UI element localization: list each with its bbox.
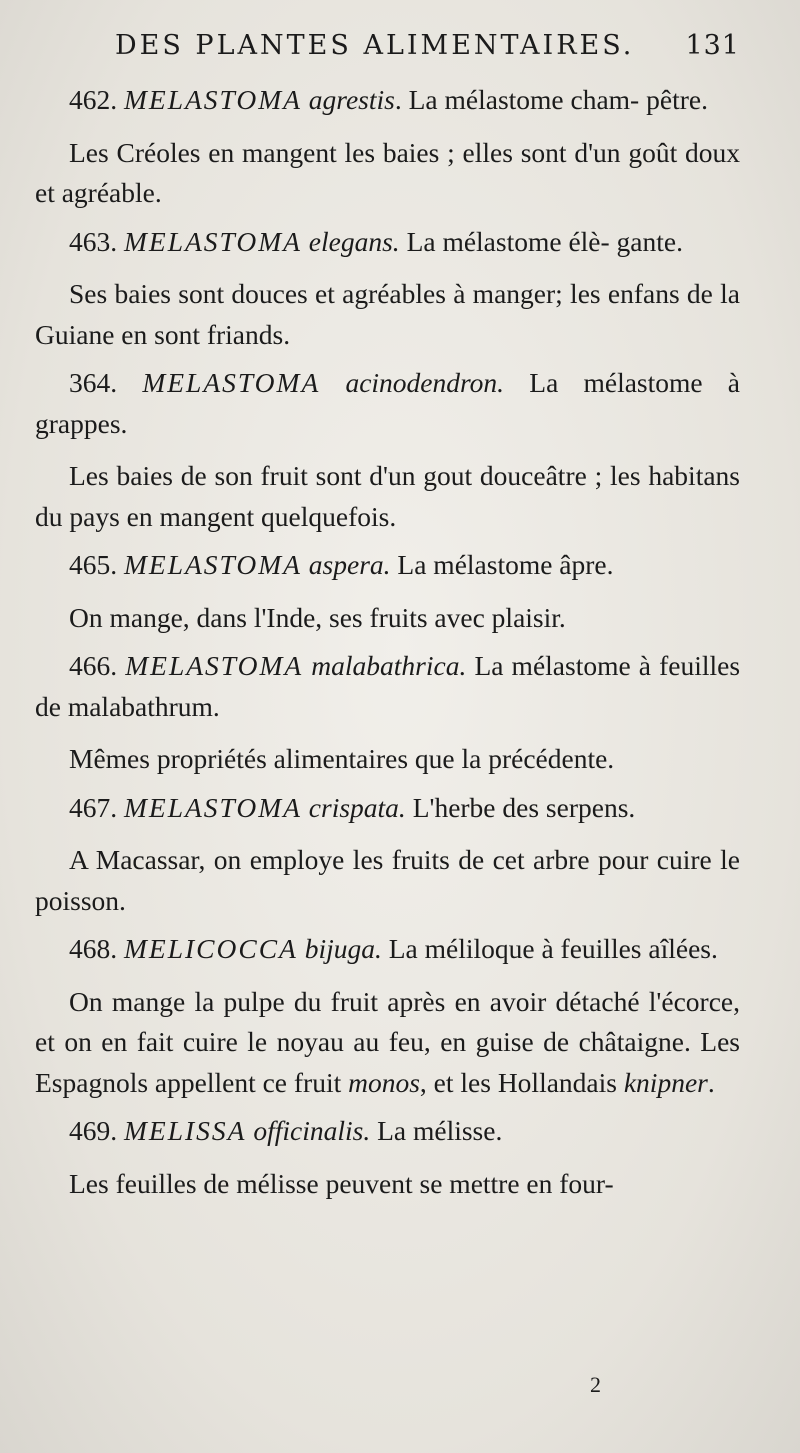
genus-name: MELASTOMA: [125, 650, 304, 681]
entry-heading: [35, 1111, 740, 1152]
entry-number: 467.: [69, 791, 118, 823]
species-name: bijuga.: [304, 933, 382, 964]
entry-number: 463.: [69, 225, 118, 257]
entry-heading: [35, 646, 740, 727]
common-name: La mélastome à: [474, 650, 651, 681]
species-name: agrestis: [308, 84, 395, 115]
entry-number: 468.: [69, 933, 118, 964]
genus-name: MELASTOMA: [142, 367, 321, 398]
common-name: La mélisse.: [377, 1115, 503, 1146]
common-name-end: feuilles de malabathrum.: [35, 650, 741, 722]
signature-mark: 2: [590, 1372, 601, 1397]
species-name: acinodendron.: [345, 367, 505, 398]
common-name: La mélastome âpre.: [397, 549, 614, 580]
running-header: [115, 30, 740, 70]
entry-heading: [35, 222, 740, 263]
entry-description: On mange, dans l'Inde, ses fruits avec plaisir.: [69, 601, 566, 633]
entry-number: 364.: [69, 367, 118, 398]
page-text: [35, 80, 740, 1204]
description-text: On mange la pulpe du fruit après en avoir détaché l'écorce, et on en fait cuire le noyau au feu, en guise de châtaigne. Les Espagnols appellent ce fruit: [35, 985, 740, 1098]
entry-description: Les feuilles de mélisse peuvent se mettre en four-: [69, 1167, 614, 1199]
entry-heading: [35, 788, 740, 829]
common-name: L'herbe des serpens.: [412, 791, 636, 823]
genus-name: MELASTOMA: [124, 549, 302, 580]
entry-heading: [35, 545, 740, 586]
species-name: crispata.: [308, 791, 406, 823]
common-name: La mélastome cham-: [408, 84, 640, 115]
entry-description: A Macassar, on employe les fruits de cet arbre pour cuire le poisson.: [35, 844, 740, 916]
entry-number: 469.: [69, 1115, 118, 1146]
common-name-end: pêtre.: [646, 84, 708, 115]
entry-heading: 462. MELASTOMA agrestis. La mélastome cham- pêtre.: [69, 84, 708, 115]
genus-name: MELASTOMA: [124, 225, 302, 257]
common-name: La mélastome élè-: [406, 225, 610, 257]
page-number: 131: [685, 30, 740, 61]
common-name-end: grappes.: [35, 407, 128, 439]
entry-number: 466.: [69, 650, 118, 681]
common-name-end: gante.: [616, 225, 683, 257]
entry-description: Les Créoles en mangent les baies ; elles sont d'un goût doux et agréable.: [35, 136, 740, 208]
entry-number: 465.: [69, 549, 118, 580]
entry-description: [35, 982, 740, 1104]
common-name: La méliloque à feuilles: [388, 933, 642, 964]
common-name-end: aîlées.: [648, 933, 718, 964]
running-title: DES PLANTES ALIMENTAIRES.: [115, 30, 635, 61]
entry-description: Ses baies sont douces et agréables à manger; les enfans de la Guiane en sont friands.: [35, 278, 740, 350]
genus-name: MELASTOMA: [124, 791, 302, 823]
vernacular-name: monos: [348, 1066, 420, 1098]
entry-number: 462.: [69, 84, 118, 115]
species-name: elegans.: [308, 225, 400, 257]
species-name: officinalis.: [253, 1115, 371, 1146]
vernacular-name: knipner: [623, 1066, 708, 1098]
entry-description: Les baies de son fruit sont d'un gout douceâtre ; les habitans du pays en mangent quelquefois.: [35, 460, 740, 532]
entry-heading: [35, 363, 740, 444]
description-text: .: [707, 1066, 715, 1098]
entry-heading: [35, 929, 740, 970]
species-name: aspera.: [308, 549, 391, 580]
species-name: malabathrica.: [311, 650, 467, 681]
genus-name: MELICOCCA: [124, 933, 298, 964]
common-name: La mélastome à: [529, 367, 741, 398]
genus-name: MELISSA: [124, 1115, 247, 1146]
entry-description: Mêmes propriétés alimentaires que la précédente.: [69, 743, 615, 774]
genus-name: MELASTOMA: [124, 84, 302, 115]
description-text: , et les Hollandais: [419, 1066, 624, 1098]
